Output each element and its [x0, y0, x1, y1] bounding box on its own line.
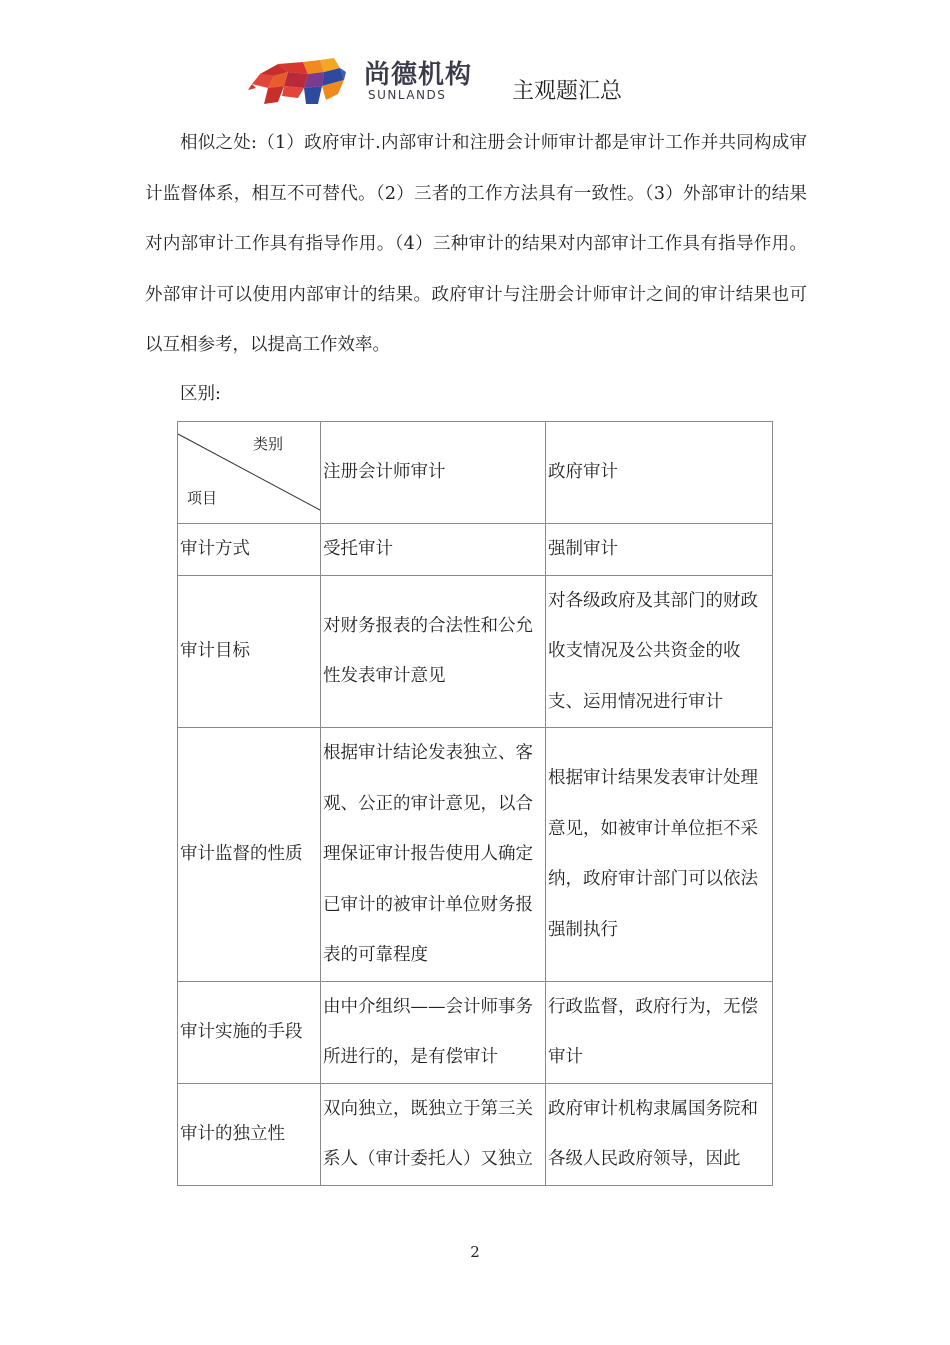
comparison-table [177, 421, 773, 1186]
page-number: 2 [470, 1243, 480, 1261]
cpa-cell: 双向独立，既独立于第三关系人（审计委托人）又独立 [321, 1083, 546, 1185]
paragraph-text: 相似之处:（1）政府审计.内部审计和注册会计师审计都是审计工作并共同构成审计监督体系，相互不可替代。（2）三者的工作方法具有一致性。（3）外部审计的结果对内部审计工作具有指导作用。（4）三种审计的结果对内部审计工作具有指导作用。外部审计可以使用内部审计的结果。政府审计与注册会计师审计之间的审计结果也可以互相参考，以提高工作效率。 [145, 133, 807, 355]
row-item: 审计实施的手段 [178, 981, 321, 1083]
gov-cell: 对各级政府及其部门的财政收支情况及公共资金的收支、运用情况进行审计 [546, 575, 773, 728]
table-row [178, 981, 773, 1083]
column-header-gov: 政府审计 [546, 422, 773, 524]
gov-cell: 根据审计结果发表审计处理意见，如被审计单位拒不采纳，政府审计部门可以依法强制执行 [546, 728, 773, 982]
row-item: 审计监督的性质 [178, 728, 321, 982]
diagonal-header-cell [178, 422, 321, 524]
corner-item-label: 项目 [187, 489, 218, 507]
cpa-cell: 根据审计结论发表独立、客观、公正的审计意见，以合理保证审计报告使用人确定已审计的被审计单位财务报表的可靠程度 [321, 728, 546, 982]
gov-cell: 政府审计机构隶属国务院和各级人民政府领导，因此 [546, 1083, 773, 1185]
cpa-cell: 受托审计 [321, 524, 546, 576]
table-row [178, 524, 773, 576]
page-header [248, 52, 668, 112]
table-row [178, 1083, 773, 1185]
cpa-cell: 对财务报表的合法性和公允性发表审计意见 [321, 575, 546, 728]
row-item: 审计的独立性 [178, 1083, 321, 1185]
page-title: 主观题汇总 [512, 79, 623, 104]
brand-name-en: SUNLANDS [368, 88, 447, 102]
table-header-row [178, 422, 773, 524]
table-row [178, 728, 773, 982]
gov-cell: 行政监督，政府行为，无偿审计 [546, 981, 773, 1083]
diagonal-line [178, 422, 320, 524]
table-row [178, 575, 773, 728]
row-item: 审计方式 [178, 524, 321, 576]
corner-category-label: 类别 [253, 435, 284, 453]
column-header-cpa: 注册会计师审计 [321, 422, 546, 524]
row-item: 审计目标 [178, 575, 321, 728]
gov-cell: 强制审计 [546, 524, 773, 576]
brand-name-cn: 尚德机构 [364, 60, 473, 90]
similarities-paragraph [145, 118, 807, 371]
cpa-cell: 由中介组织——会计师事务所进行的，是有偿审计 [321, 981, 546, 1083]
bull-logo-icon [248, 54, 348, 110]
differences-label: 区别: [180, 384, 221, 404]
